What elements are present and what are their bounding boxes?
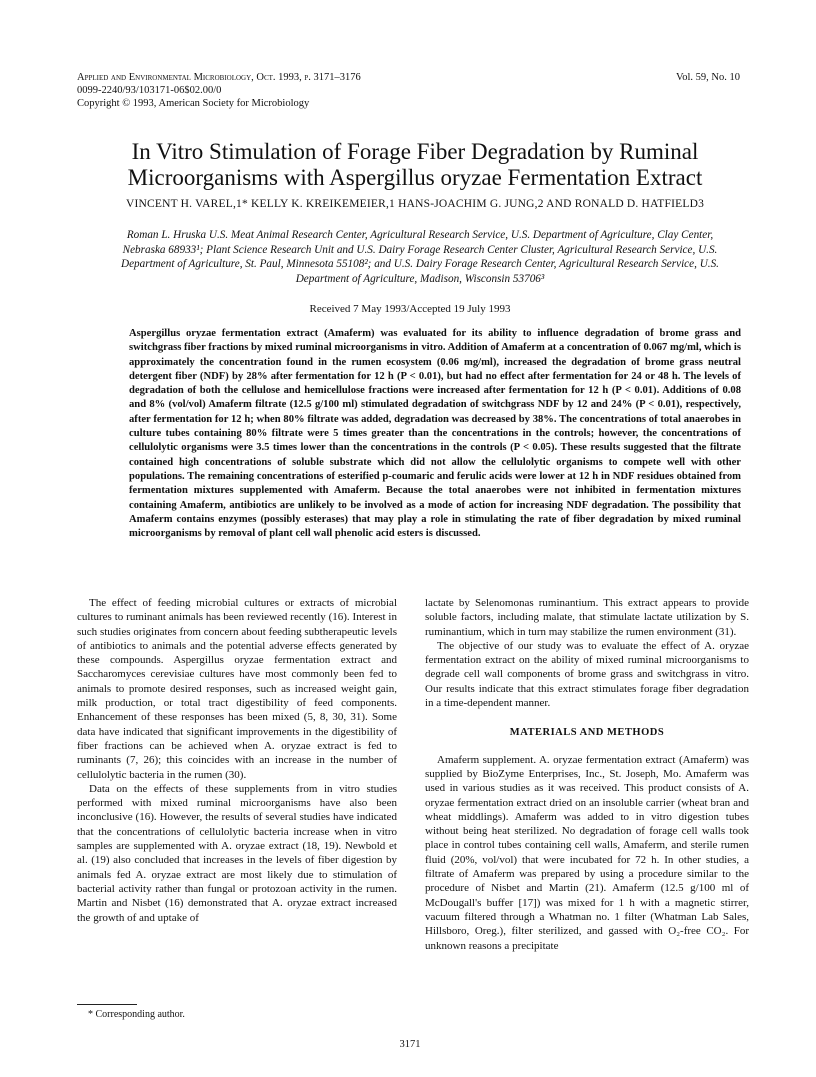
footnote: * Corresponding author. <box>88 1009 185 1020</box>
article-title: In Vitro Stimulation of Forage Fiber Degradation by Ruminal Microorganisms with Aspergillus oryzae Fermentation Extract <box>127 139 703 190</box>
copyright-line: Copyright © 1993, American Society for Microbiology <box>77 98 310 109</box>
section-heading-methods: MATERIALS AND METHODS <box>509 727 665 739</box>
right-column <box>425 596 749 953</box>
intro-paragraph: Data on the effects of these supplements from in vitro studies performed with mixed ruminal microorganisms have also been inconclusive (16). However, the results of several studies have indicated that the concentrations of cellulolytic bacteria increase when in vitro samples are supplemented with A. oryzae extract (18, 19). Newbold et al. (19) also concluded that increases in the levels of fiber digestion by animals fed A. oryzae extract are most likely due to stimulation of bacterial activity rather than fungal or protozoan activity in the rumen. Martin and Nisbet (16) demonstrated that A. oryzae extract increased the growth of and uptake of <box>77 782 397 924</box>
affiliations: Roman L. Hruska U.S. Meat Animal Research Center, Agricultural Research Service, U.S. Department of Agriculture, Clay Center, Nebraska 68933¹; Plant Science Research Unit and U.S. Dairy Forage Research Center Cluster, Agricultural Research Service, U.S. Department of Agriculture, St. Paul, Minnesota 55108²; and U.S. Dairy Forage Research Center, Agricultural Research Service, U.S. Department of Agriculture, Madison, Wisconsin 53706³ <box>121 229 719 285</box>
methods-paragraph: Amaferm supplement. A. oryzae fermentation extract (Amaferm) was supplied by BioZyme Enterprises, Inc., St. Joseph, Mo. Amaferm was used in various studies as it was received. This product consists of A. oryzae fermentation extract dried on an insoluble carrier (wheat bran and wheat middlings). Amaferm was added to in vitro digestion tubes without being heat sterilized. No degradation of forage cell walls took place in control tubes containing cell walls, Amaferm, and sterile rumen fluid (20%, vol/vol) that were incubated for 72 h. In other studies, a filtrate of Amaferm was prepared by using a procedure similar to the procedure of Nisbet and Martin (21). Amaferm (12.5 g/100 ml of McDougall's buffer [17]) was mixed for 1 h with a magnetic stirrer, vacuum filtered through a Whatman no. 1 filter (Whatman Lab Sales, Hillsboro, Oreg.), filter sterilized, and gassed with O₂-free CO₂. For unknown reasons a precipitate <box>425 753 749 952</box>
author-list: VINCENT H. VAREL,1* KELLY K. KREIKEMEIER,1 HANS-JOACHIM G. JUNG,2 AND RONALD D. HATFIELD3 <box>125 198 705 210</box>
intro-paragraph: The effect of feeding microbial cultures or extracts of microbial cultures to ruminant animals has been reviewed recently (16). Interest in such studies originates from concern about feeding subtherapeutic levels of antibiotics to animals and the potential adverse effects generated by these compounds. Aspergillus oryzae fermentation extract and Saccharomyces cerevisiae cultures have most commonly been fed to animals to promote desired responses, such as increased weight gain, milk production, or total tract digestibility of feed components. Enhancement of these responses has been mixed (5, 8, 30, 31). Some data have indicated that significant improvements in the digestibility of fiber fractions can be achieved when A. oryzae extract is fed to ruminants (7, 26); this coincides with an increase in the number of cellulolytic bacteria in the rumen (30). <box>77 597 397 781</box>
footnote-divider <box>77 1004 137 1005</box>
volume-label: Vol. 59, No. 10 <box>676 72 740 83</box>
issn-line: 0099-2240/93/103171-06$02.00/0 <box>77 85 222 96</box>
intro-paragraph: lactate by Selenomonas ruminantium. This extract appears to provide soluble factors, including malate, that stimulate lactate utilization by S. ruminantium, which in turn may stabilize the rumen environment (31). <box>425 597 749 638</box>
abstract: Aspergillus oryzae fermentation extract (Amaferm) was evaluated for its ability to influence degradation of brome grass and switchgrass fiber fractions by mixed ruminal microorganisms in vitro. Addition of Amaferm at a concentration of 0.067 mg/ml, which is approximately the concentration found in the rumen ecosystem (0.06 mg/ml), increased the degradation of brome grass neutral detergent fiber (NDF) by 28% after fermentation for 12 h (P < 0.01), but had no effect after fermentation for 24 or 48 h. The levels of degradation of both the cellulose and hemicellulose fractions were increased after fermentation for 12 h (P < 0.01). Additions of 0.08 and 8% (vol/vol) Amaferm filtrate (12.5 g/100 ml) stimulated degradation of switchgrass NDF by 12 and 24% (P < 0.01), respectively, after fermentation for 12 h; when 80% filtrate was added, degradation was decreased by 38%. The concentrations of total anaerobes in culture tubes containing 80% filtrate were 5 times greater than the concentrations in the controls; however, the concentrations of cellulolytic organisms were 3.5 times lower than the concentrations in the controls (P < 0.05). These results suggested that the filtrate contained high concentrations of soluble substrate which did not allow the cellulolytic organisms to compete well with other populations. The remaining concentrations of esterified p-coumaric and ferulic acids were lower at 12 h in NDF residues obtained from fermentation mixtures supplemented with Amaferm. Because the total anaerobes were not inhibited in fermentation mixtures containing Amaferm, antibiotics are unlikely to be involved as a mode of action for increasing NDF degradation. The possibility that Amaferm contains enzymes (possibly esterases) that may play a role in stimulating the rate of fiber degradation by mixed ruminal microorganisms by removal of plant cell wall phenolic acid esters is discussed. <box>129 328 741 540</box>
left-column <box>77 596 397 925</box>
objective-paragraph: The objective of our study was to evaluate the effect of A. oryzae fermentation extract on the ability of mixed ruminal microorganisms to degrade cell wall components of brome grass and switchgrass in vitro. Our results indicate that this extract stimulates forage fiber degradation in a time-dependent manner. <box>425 639 749 710</box>
page-number: 3171 <box>399 1039 421 1050</box>
journal-citation: Applied and Environmental Microbiology, Oct. 1993, p. 3171–3176 <box>77 72 361 83</box>
journal-header <box>77 71 577 110</box>
received-dates: Received 7 May 1993/Accepted 19 July 1993 <box>309 303 511 315</box>
